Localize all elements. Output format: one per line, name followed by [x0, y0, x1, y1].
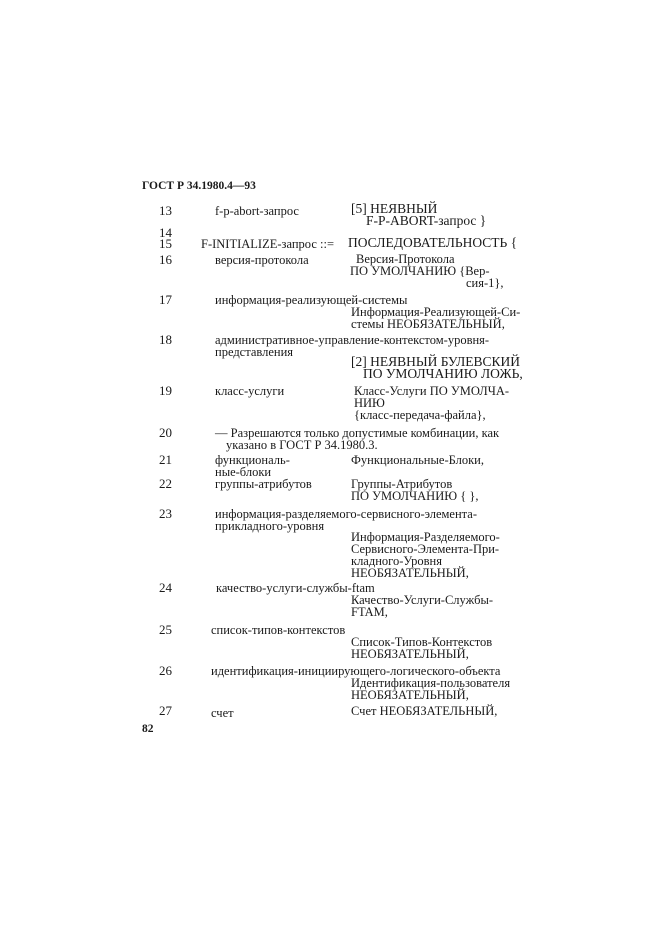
field-name: административное-управление-контекстом-уровня- [215, 333, 490, 347]
field-type: ПО УМОЛЧАНИЮ { }, [351, 489, 479, 503]
line-number: 27 [159, 703, 172, 718]
field-type: Группы-Атрибутов [351, 477, 453, 491]
field-name: прикладного-уровня [215, 519, 325, 533]
line-number: 14 [159, 225, 172, 240]
comment: указано в ГОСТ Р 34.1980.3. [226, 438, 378, 452]
line-number: 18 [159, 332, 172, 347]
field-name: ные-блоки [215, 465, 272, 479]
field-type: НЕОБЯЗАТЕЛЬНЫЙ, [351, 647, 469, 661]
field-name: f-p-abort-запрос [215, 204, 299, 218]
document-header: ГОСТ Р 34.1980.4—93 [142, 180, 256, 192]
comment: — Разрешаются только допустимые комбинации, как [215, 426, 500, 440]
field-name: представления [215, 345, 294, 359]
field-name: информация-реализующей-системы [215, 293, 408, 307]
line-number: 20 [159, 425, 172, 440]
field-type: Список-Типов-Контекстов [351, 635, 493, 649]
field-type: стемы НЕОБЯЗАТЕЛЬНЫЙ, [351, 317, 505, 331]
line-number: 26 [159, 663, 172, 678]
line-number: 25 [159, 622, 172, 637]
line-number: 15 [159, 236, 172, 251]
field-type: Сервисного-Элемента-При- [351, 542, 500, 556]
field-name: список-типов-контекстов [211, 623, 346, 637]
field-name: функциональ- [215, 453, 290, 467]
field-type: Счет НЕОБЯЗАТЕЛЬНЫЙ, [351, 704, 498, 718]
line-number: 13 [159, 203, 172, 218]
field-type: [2] НЕЯВНЫЙ БУЛЕВСКИЙ [351, 354, 520, 369]
field-type: кладного-Уровня [351, 554, 442, 568]
field-type: Информация-Реализующей-Си- [351, 305, 521, 319]
field-type: ПО УМОЛЧАНИЮ {Вер- [350, 264, 490, 278]
line-number: 22 [159, 476, 172, 491]
field-type: НЕОБЯЗАТЕЛЬНЫЙ, [351, 566, 469, 580]
field-type: Информация-Разделяемого- [351, 530, 500, 544]
field-type: Класс-Услуги ПО УМОЛЧА- [354, 384, 510, 398]
field-type: {класс-передача-файла}, [354, 408, 486, 422]
field-type: сия-1}, [466, 276, 504, 290]
field-type: F-P-ABORT-запрос } [366, 213, 487, 228]
line-number: 24 [159, 580, 172, 595]
line-number: 21 [159, 452, 172, 467]
field-type: Версия-Протокола [356, 252, 455, 266]
field-name: версия-протокола [215, 253, 309, 267]
line-number: 23 [159, 506, 172, 521]
field-type: НИЮ [354, 396, 385, 410]
line-number: 19 [159, 383, 172, 398]
field-name: качество-услуги-службы-ftam [216, 581, 375, 595]
field-type: ПОСЛЕДОВАТЕЛЬНОСТЬ { [348, 235, 518, 250]
field-name: идентификация-инициирующего-логического-объекта [211, 664, 501, 678]
field-name: информация-разделяемого-сервисного-элемента- [215, 507, 477, 521]
field-type: Качество-Услуги-Службы- [351, 593, 494, 607]
field-name: счет [211, 706, 234, 720]
page-number: 82 [142, 723, 154, 735]
line-number: 17 [159, 292, 172, 307]
field-name: группы-атрибутов [215, 477, 312, 491]
field-type: FTAM, [351, 605, 388, 619]
field-type: ПО УМОЛЧАНИЮ ЛОЖЬ, [363, 366, 523, 381]
field-type: [5] НЕЯВНЫЙ [351, 201, 438, 216]
type-definition: F-INITIALIZE-запрос ::= [201, 237, 335, 251]
field-type: Функциональные-Блоки, [351, 453, 484, 467]
field-name: класс-услуги [215, 384, 285, 398]
field-type: НЕОБЯЗАТЕЛЬНЫЙ, [351, 688, 469, 702]
field-type: Идентификация-пользователя [351, 676, 511, 690]
line-number: 16 [159, 252, 172, 267]
